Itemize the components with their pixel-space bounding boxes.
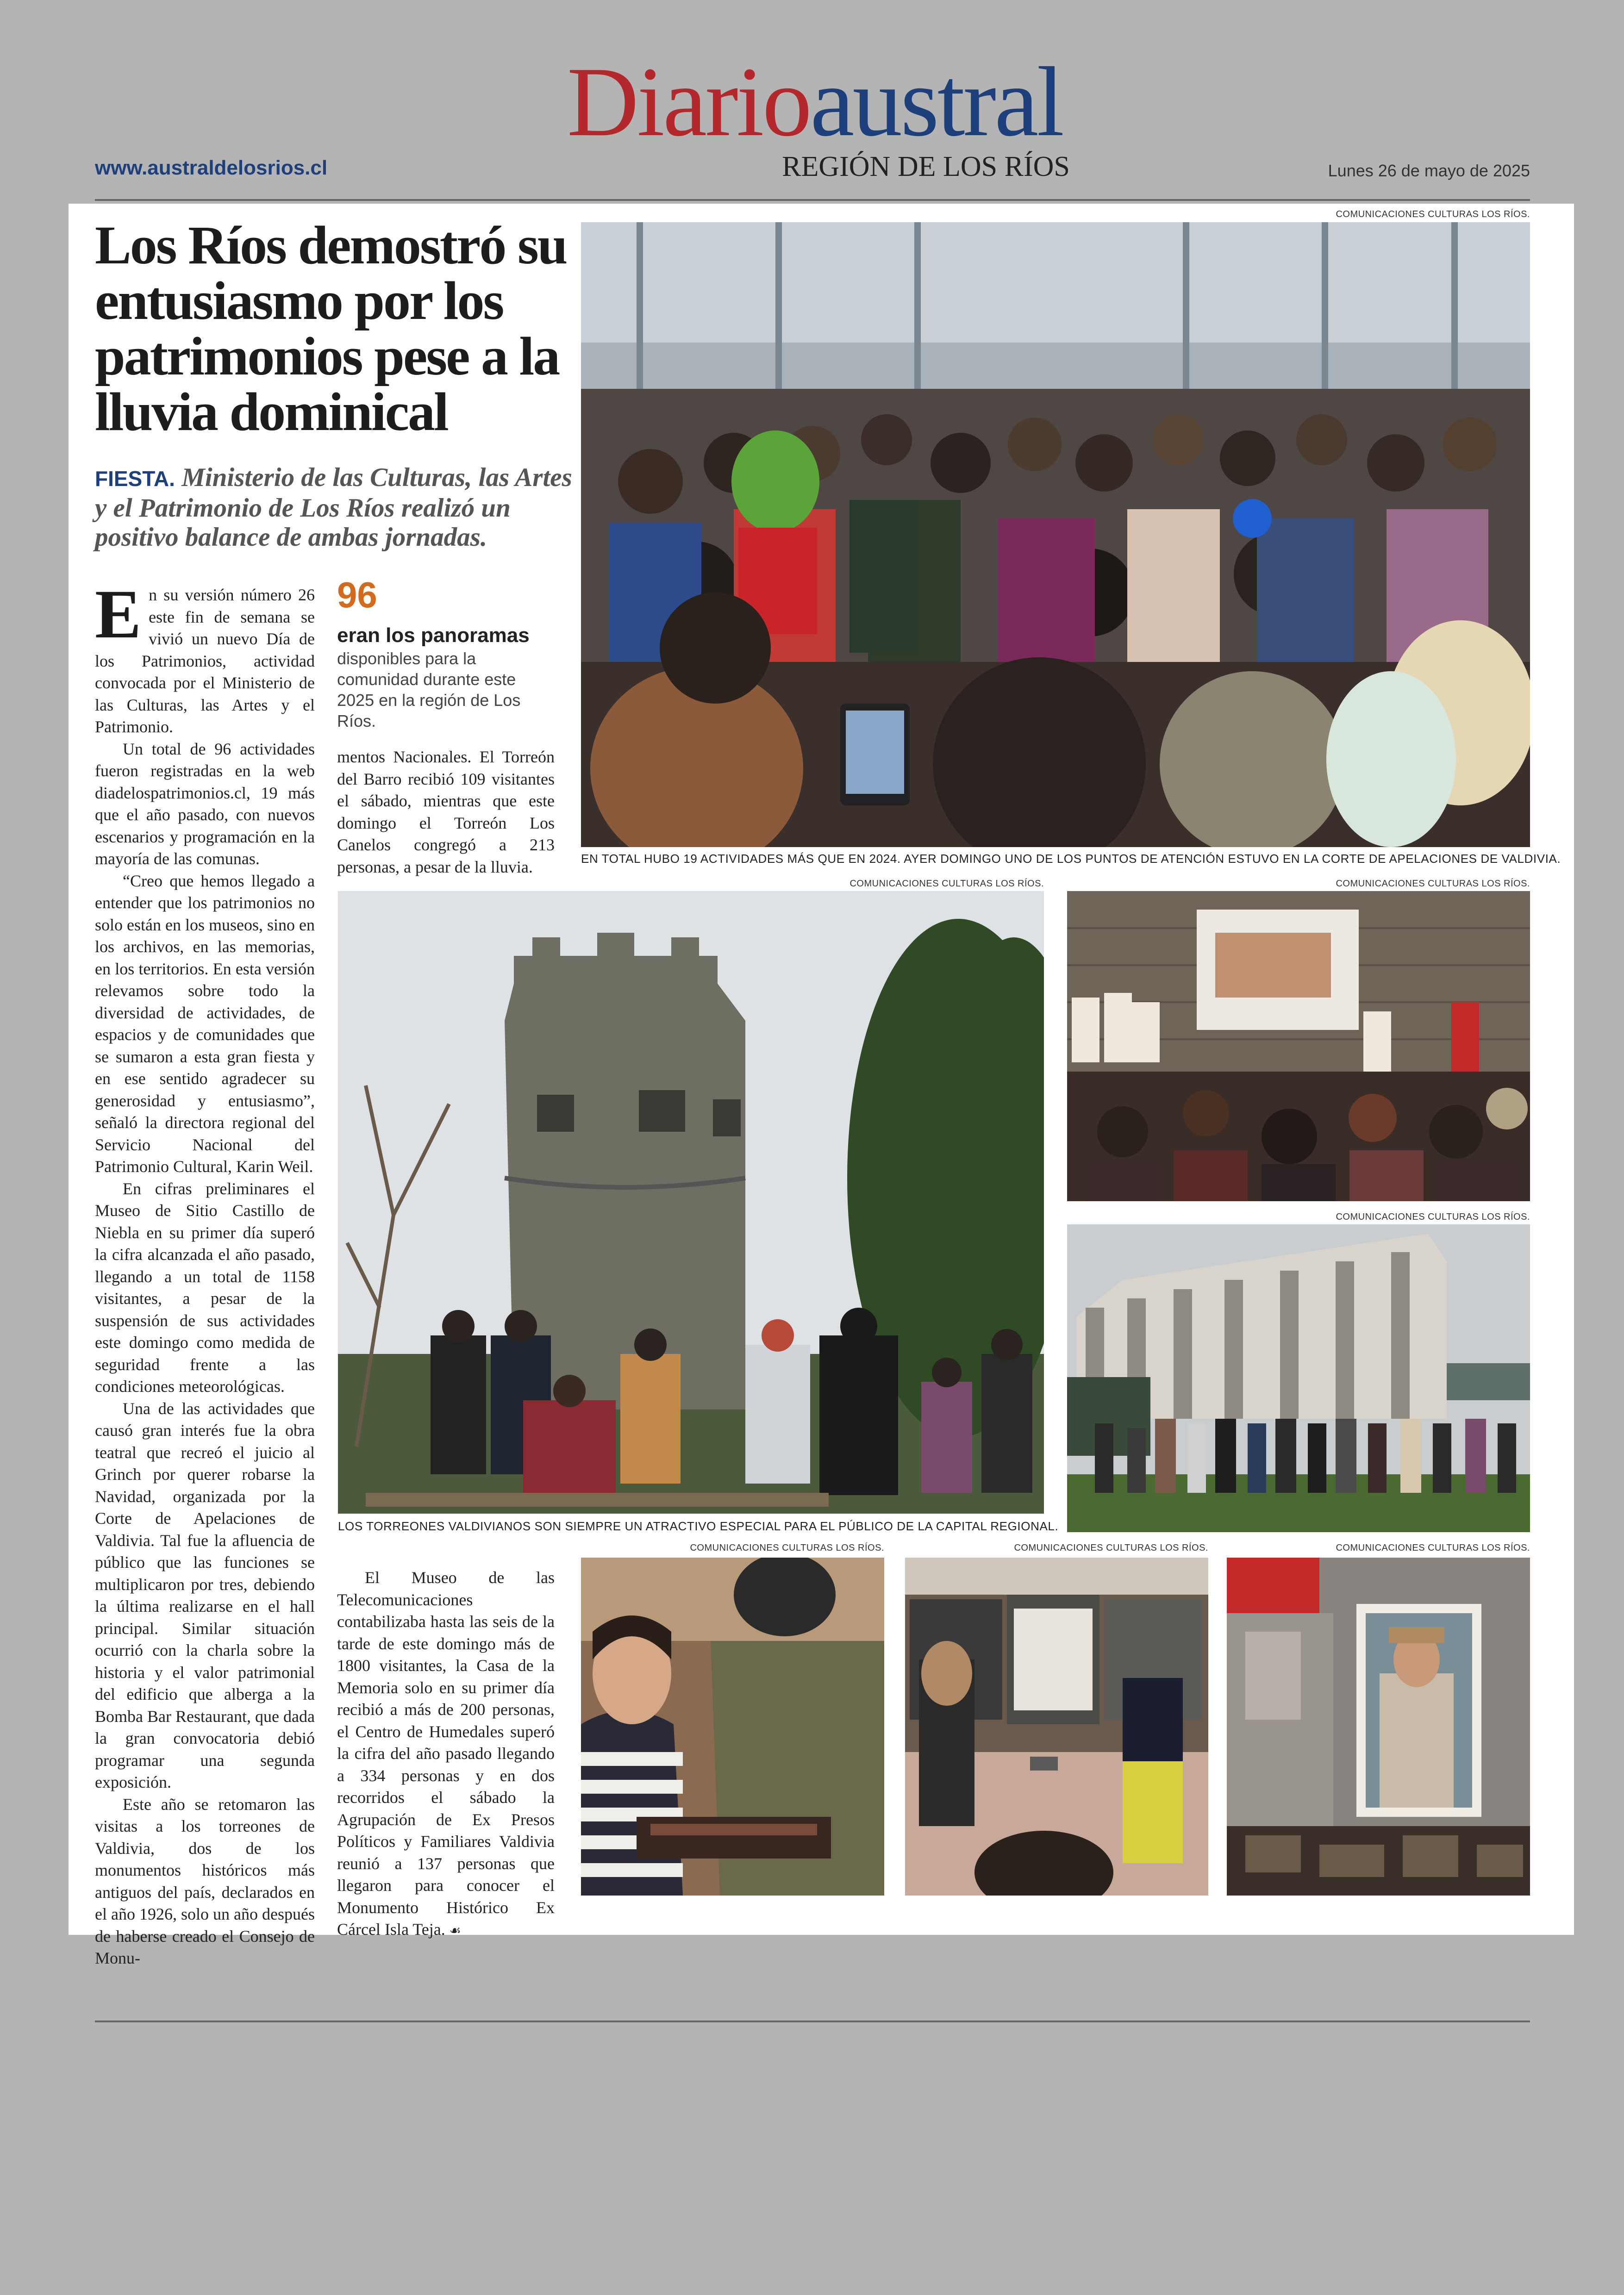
paragraph-8-text: El Museo de las Telecomunicaciones contabilizaba hasta las seis de la tarde de este domingo más de 1800 visitantes, la Casa de la Memoria solo en su primer día recibió a más de 200 personas, el Centro de Humedales superó la cifra del año pasado llegando a 334 personas y en dos recorridos el sábado la Agrupación de Ex Presos Políticos y Familiares Valdivia reunió a 137 personas que llegaron para conocer el Monumento Histórico Ex Cárcel Isla Teja. — [337, 1568, 555, 1939]
museum-photo — [905, 1558, 1208, 1896]
issue-date: Lunes 26 de mayo de 2025 — [1328, 161, 1530, 180]
logo-part-diario: Diario — [567, 46, 811, 157]
photo-credit-building: COMUNICACIONES CULTURAS LOS RÍOS. — [1336, 1212, 1530, 1222]
caption-tower-photo: LOS TORREONES VALDIVIANOS SON SIEMPRE UN ATRACTIVO ESPECIAL PARA EL PÚBLICO DE LA CAPITAL REGIONAL. — [338, 1519, 1059, 1533]
photo-credit-main: COMUNICACIONES CULTURAS LOS RÍOS. — [1336, 209, 1530, 219]
stat-title: eran los panoramas — [337, 624, 530, 647]
paragraph-1-text: n su versión número 26 este fin de semana se vivió un nuevo Día de los Patrimonios, actividad convocada por el Ministerio de las Culturas, las Artes y el Patrimonio. — [95, 586, 315, 736]
photo-credit-museum: COMUNICACIONES CULTURAS LOS RÍOS. — [1014, 1543, 1208, 1553]
tower-photo — [338, 891, 1044, 1514]
region-label: REGIÓN DE LOS RÍOS — [782, 151, 1070, 182]
drop-cap: E — [95, 576, 142, 653]
article-subhead — [95, 463, 576, 552]
article-column-1 — [95, 576, 315, 1970]
paragraph-5: Una de las actividades que causó gran interés fue la obra teatral que recreó el juicio al Grinch por querer robarse la Navidad, organizada por la Corte de Apelaciones de Valdivia. Tal fue la afluencia de público que las funciones se multiplicaron por tres, debiendo la última realizarse en el hall principal. Similar situación ocurrió con la charla sobre la historia y el valor patrimonial del edificio que alberga a la Bomba Bar Restaurant, que dada la gran convocatoria debió programar una segunda exposición. — [95, 1399, 315, 1791]
paragraph-6: Este año se retomaron las visitas a los torreones de Valdivia, dos de los monumentos históricos más antiguos del país, declarados en el año 1926, solo un año después de haberse creado el Consejo de Monu- — [95, 1795, 315, 1967]
end-mark: ☙ — [449, 1923, 461, 1938]
article-column-2-continued — [337, 1567, 555, 1942]
paragraph-7: mentos Nacionales. El Torreón del Barro recibió 109 visitantes el sábado, mientras que este domingo el Torreón Los Canelos congregó a 213 personas, a pesar de la lluvia. — [337, 748, 555, 876]
logo-part-austral: austral — [810, 46, 1063, 157]
photo-credit-exhibit: COMUNICACIONES CULTURAS LOS RÍOS. — [1336, 1543, 1530, 1553]
stat-number: 96 — [337, 574, 377, 615]
photo-credit-workshop: COMUNICACIONES CULTURAS LOS RÍOS. — [690, 1543, 884, 1553]
photo-credit-presentation: COMUNICACIONES CULTURAS LOS RÍOS. — [1336, 879, 1530, 889]
stat-text: disponibles para la comunidad durante este 2025 en la región de Los Ríos. — [337, 649, 521, 730]
header-divider — [95, 199, 1530, 201]
crowd-photo — [581, 222, 1530, 847]
website-link[interactable]: www.australdelosrios.cl — [95, 156, 328, 179]
paragraph-2: Un total de 96 actividades fueron registradas en la web diadelospatrimonios.cl, 19 más que el año pasado, con nuevos escenarios y programación en la mayoría de las comunas. — [95, 739, 315, 868]
newspaper-logo — [518, 46, 1111, 157]
paragraph-8 — [337, 1567, 555, 1942]
workshop-photo — [581, 1558, 884, 1896]
subhead-kicker: FIESTA. — [95, 467, 175, 491]
photo-credit-tower: COMUNICACIONES CULTURAS LOS RÍOS. — [849, 879, 1044, 889]
exhibit-photo — [1227, 1558, 1530, 1896]
presentation-photo — [1067, 891, 1530, 1201]
building-photo — [1067, 1224, 1530, 1532]
footer-divider — [95, 2021, 1530, 2022]
paragraph-4: En cifras preliminares el Museo de Sitio Castillo de Niebla en su primer día superó la cifra alcanzada el año pasado, llegando a un total de 1158 visitantes, a pesar de la suspensión de sus actividades este domingo como medida de seguridad frente a las condiciones meteorológicas. — [95, 1179, 315, 1396]
article-column-2 — [337, 746, 555, 878]
paragraph-3: “Creo que hemos llegado a entender que los patrimonios no solo están en los museos, sino en los archivos, en las memorias, en los territorios. En esta versión relevamos sobre todo la diversidad de actividades, de espacios y de comunidades que se sumaron a esta gran fiesta y en ese sentido agradecer su generosidad y entusiasmo”, señaló la directora regional del Servicio Nacional del Patrimonio Cultural, Karin Weil. — [95, 871, 315, 1176]
article-headline: Los Ríos demostró su entusiasmo por los patrimonios pese a la lluvia dominical — [95, 215, 567, 442]
caption-main-photo: EN TOTAL HUBO 19 ACTIVIDADES MÁS QUE EN 2024. AYER DOMINGO UNO DE LOS PUNTOS DE ATENCIÓN ESTUVO EN LA CORTE DE APELACIONES DE VALDIVIA. — [581, 852, 1561, 866]
subhead-text: Ministerio de las Culturas, las Artes y el Patrimonio de Los Ríos realizó un positivo balance de ambas jornadas. — [95, 463, 572, 552]
paragraph-1 — [95, 576, 315, 738]
